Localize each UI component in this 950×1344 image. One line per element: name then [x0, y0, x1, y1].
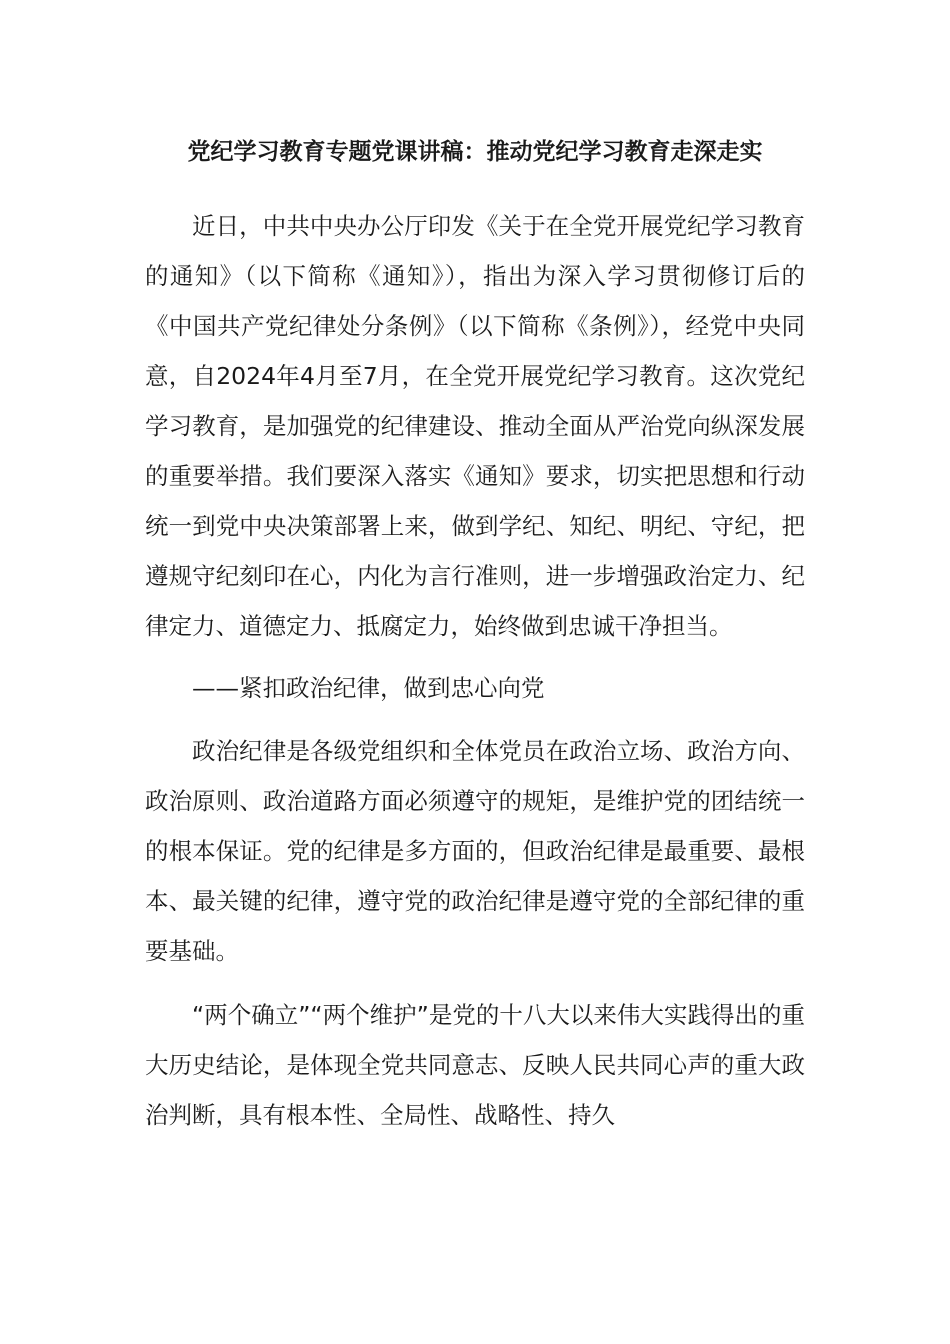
paragraph-intro: 近日，中共中央办公厅印发《关于在全党开展党纪学习教育的通知》（以下简称《通知》），指出为深入学习贯彻修订后的《中国共产党纪律处分条例》（以下简称《条例》），经党中央同意，自2024年4月至7月，在全党开展党纪学习教育。这次党纪学习教育，是加强党的纪律建设、推动全面从严治党向纵深发展的重要举措。我们要深入落实《通知》要求，切实把思想和行动统一到党中央决策部署上来，做到学纪、知纪、明纪、守纪，把遵规守纪刻印在心，内化为言行准则，进一步增强政治定力、纪律定力、道德定力、抵腐定力，始终做到忠诚干净担当。: [145, 212, 805, 640]
document-title: 党纪学习教育专题党课讲稿：推动党纪学习教育走深走实: [187, 139, 763, 165]
paragraph-political-discipline: 政治纪律是各级党组织和全体党员在政治立场、政治方向、政治原则、政治道路方面必须遵守的规矩，是维护党的团结统一的根本保证。党的纪律是多方面的，但政治纪律是最重要、最根本、最关键的纪律，遵守党的政治纪律是遵守党的全部纪律的重要基础。: [145, 737, 805, 965]
paragraph-two-establishments: “两个确立”“两个维护”是党的十八大以来伟大实践得出的重大历史结论，是体现全党共同意志、反映人民共同心声的重大政治判断，具有根本性、全局性、战略性、持久: [145, 1001, 805, 1129]
document-body: [145, 201, 805, 1140]
section-heading-political-discipline: ——紧扣政治纪律，做到忠心向党: [192, 674, 545, 702]
